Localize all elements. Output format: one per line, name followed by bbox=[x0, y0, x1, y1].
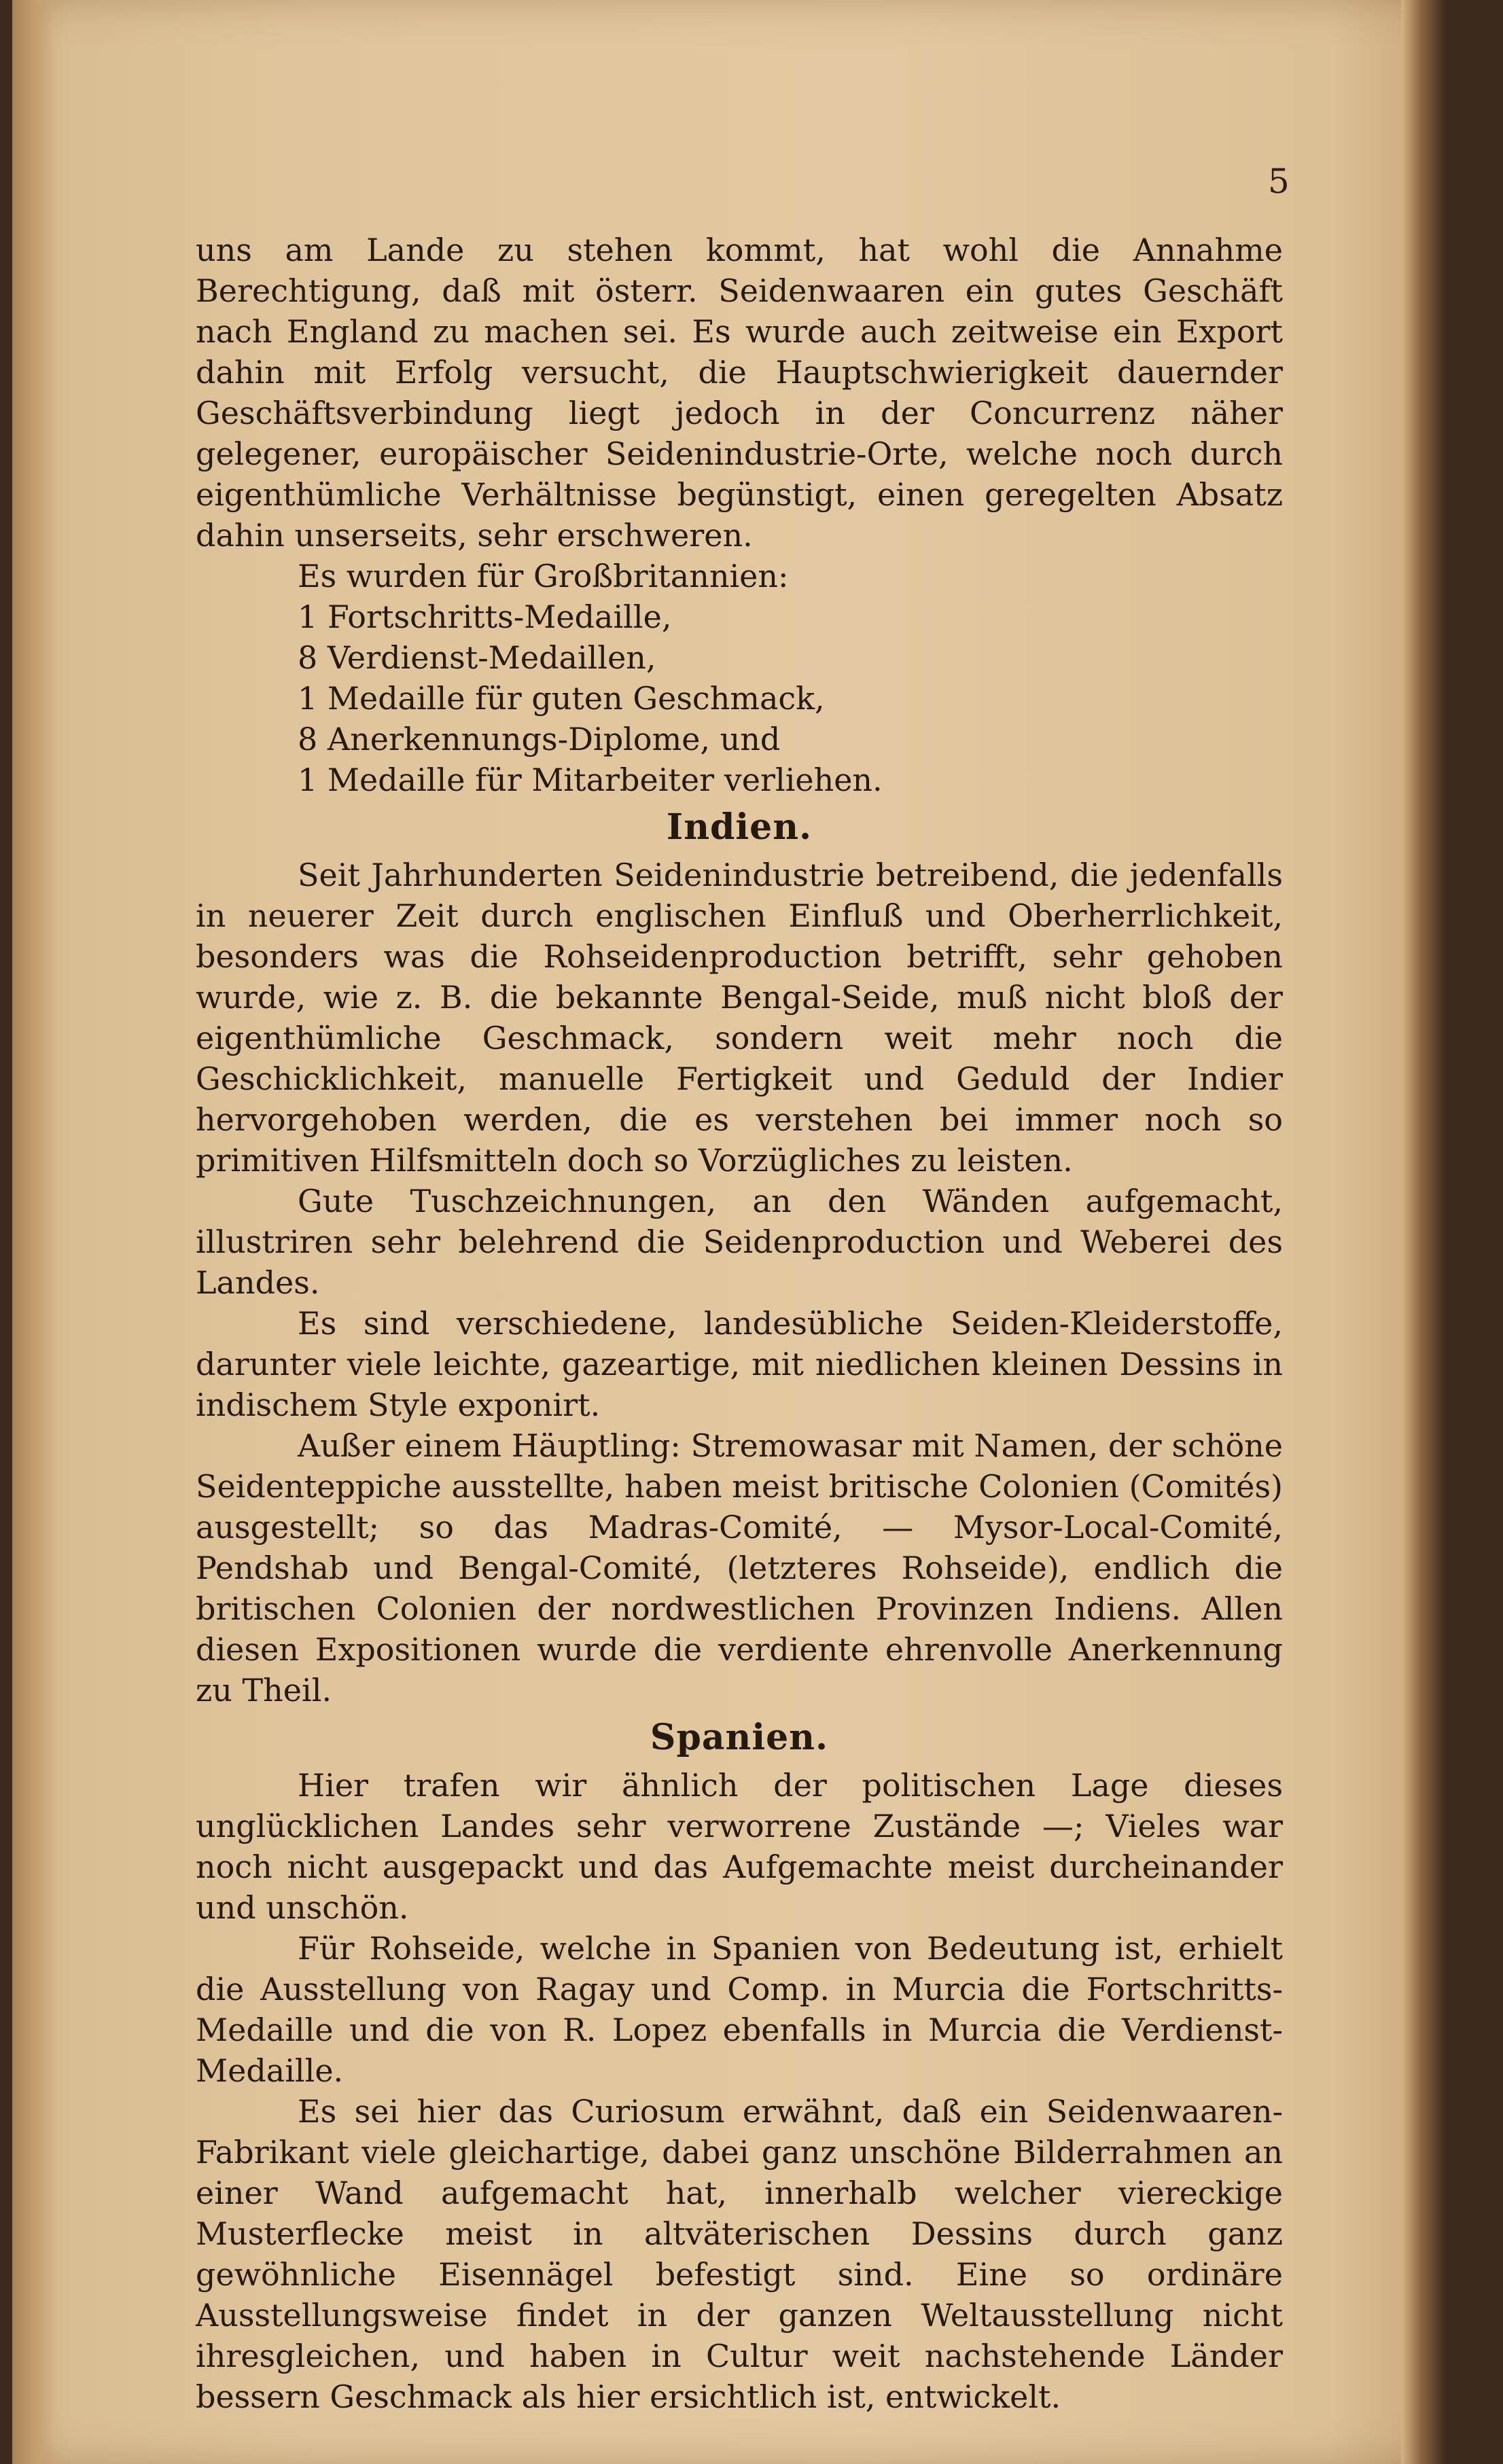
page-edge-shadow bbox=[1401, 0, 1446, 2464]
section-heading-spain: Spanien. bbox=[650, 1717, 829, 1758]
award-list-item: 1 Fortschritts-Medaille, bbox=[298, 599, 672, 635]
paragraph-india: Es sind verschiedene, landesübliche Seiden-Kleiderstoffe, darunter viele leichte, gazeartige, mit niedlichen kleinen Dessins in indischem Style exponirt. bbox=[196, 1305, 1283, 1423]
paragraph-india: Seit Jahrhunderten Seidenindustrie betreibend, die jedenfalls in neuerer Zeit durch englischen Einfluß und Oberherrlichkeit, besonders was die Rohseidenproduction betrifft, sehr gehoben wurde, wie z. B. die bekannte Bengal-Seide, muß nicht bloß der eigenthümliche Geschmack, sondern weit mehr noch die Geschicklichkeit, manuelle Fertigkeit und Geduld der Indier hervorgehoben werden, die es verstehen bei immer noch so primitiven Hilfsmitteln doch so Vorzügliches zu leisten. bbox=[196, 857, 1283, 1179]
page-number: 5 bbox=[1268, 162, 1290, 201]
paragraph-spain: Es sei hier das Curiosum erwähnt, daß ein Seidenwaaren-Fabrikant viele gleichartige, dabei ganz unschöne Bilderrahmen an einer Wand aufgemacht hat, innerhalb welcher viereckige Musterflecke meist in altväterischen Dessins durch ganz gewöhnliche Eisennägel befestigt sind. Eine so ordinäre Ausstellungsweise findet in der ganzen Weltausstellung nicht ihresgleichen, und haben in Cultur weit nachstehende Länder bessern Geschmack als hier ersichtlich ist, entwickelt. bbox=[196, 2093, 1283, 2415]
award-list-item: 8 Anerkennungs-Diplome, und bbox=[298, 721, 781, 757]
section-heading-india: Indien. bbox=[666, 806, 813, 848]
page-body bbox=[196, 230, 1283, 2417]
award-list-item: 8 Verdienst-Medaillen, bbox=[298, 639, 656, 676]
book-page bbox=[12, 0, 1446, 2464]
paragraph-awards-lead: Es wurden für Großbritannien: bbox=[298, 558, 789, 594]
award-list bbox=[196, 596, 1283, 800]
paragraph-india: Gute Tuschzeichnungen, an den Wänden aufgemacht, illustriren sehr belehrend die Seidenproduction und Weberei des Landes. bbox=[196, 1183, 1283, 1301]
paragraph-spain: Für Rohseide, welche in Spanien von Bedeutung ist, erhielt die Ausstellung von Ragay und Comp. in Murcia die Fortschritts-Medaille und die von R. Lopez ebenfalls in Murcia die Verdienst-Medaille. bbox=[196, 1930, 1283, 2089]
award-list-item: 1 Medaille für Mitarbeiter verliehen. bbox=[298, 762, 883, 798]
paragraph-india: Außer einem Häuptling: Stremowasar mit Namen, der schöne Seidenteppiche ausstellte, haben meist britische Colonien (Comités) ausgestellt; so das Madras-Comité, — Mysor-Local-Comité, Pendshab und Bengal-Comité, (letzteres Rohseide), endlich die britischen Colonien der nordwestlichen Provinzen Indiens. Allen diesen Expositionen wurde die verdiente ehrenvolle Anerkennung zu Theil. bbox=[196, 1427, 1283, 1709]
award-list-item: 1 Medaille für guten Geschmack, bbox=[298, 680, 825, 717]
paragraph-spain: Hier trafen wir ähnlich der politischen Lage dieses unglücklichen Landes sehr verworrene Zustände —; Vieles war noch nicht ausgepackt und das Aufgemachte meist durcheinander und unschön. bbox=[196, 1767, 1283, 1926]
page-spine-shadow bbox=[12, 0, 53, 2464]
paragraph-intro: uns am Lande zu stehen kommt, hat wohl die Annahme Berechtigung, daß mit österr. Seidenwaaren ein gutes Geschäft nach England zu machen sei. Es wurde auch zeitweise ein Export dahin mit Erfolg versucht, die Hauptschwierigkeit dauernder Geschäftsverbindung liegt jedoch in der Concurrenz näher gelegener, europäischer Seidenindustrie-Orte, welche noch durch eigenthümliche Verhältnisse begünstigt, einen geregelten Absatz dahin unserseits, sehr erschweren. bbox=[196, 232, 1283, 554]
